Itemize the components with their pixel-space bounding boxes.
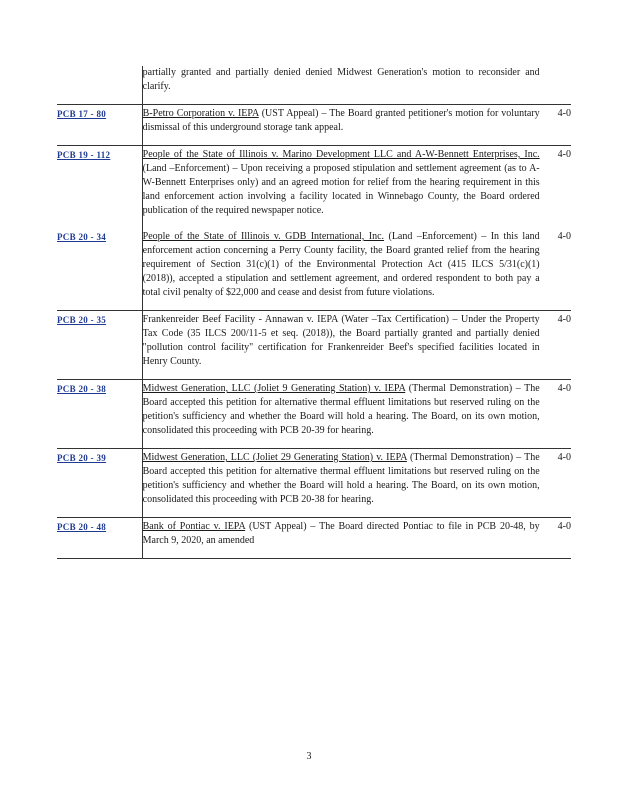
case-description [142,146,540,229]
case-number-cell [57,449,142,518]
case-row [57,146,571,229]
vote-count [540,66,571,105]
case-text: Frankenreider Beef Facility - Annawan v. IEPA (Water –Tax Certification) – Under the Property Tax Code (35 ILCS 200/11-5 et seq. (2018)), the Board partially granted and partially denied "pollution control facility" certification for Frankenreider Beef's specified facilities located in Henry County. [142,314,540,367]
case-number-link[interactable]: PCB 20 - 39 [57,453,107,463]
vote-count: 4-0 [557,149,571,160]
case-row [57,518,571,559]
case-row [57,228,571,311]
case-description [142,311,540,380]
case-description [142,518,540,559]
case-text: (UST Appeal) – The Board directed Pontiac to file in PCB 20-48, by March 9, 2020, an amended [142,521,540,546]
case-text: (Land –Enforcement) – Upon receiving a proposed stipulation and settlement agreement (as to A-W-Bennett Enterprises only) and an agreed motion for relief from the hearing requirement in this land enforcement action involving a facility located in Winnebago County, the Board ordered publication of the required newspaper notice. [142,163,540,216]
page-number: 3 [306,751,312,762]
case-title: People of the State of Illinois v. Marino Development LLC and A-W-Bennett Enterprises, Inc. [142,149,540,160]
case-description [142,66,540,105]
case-number-link[interactable]: PCB 19 - 112 [57,150,111,160]
case-title: People of the State of Illinois v. GDB International, Inc. [142,231,385,242]
vote-count: 4-0 [540,449,571,518]
case-description [142,380,540,449]
case-number-link[interactable]: PCB 20 - 34 [57,232,107,242]
case-table [57,66,571,559]
case-text: (Thermal Demonstration) – The Board accepted this petition for alternative thermal effluent limitations but reserved ruling on the petition's sufficiency and whether the Board will hold a hearing. The Board, on its own motion, consolidated this proceeding with PCB 20-39 for hearing. [142,383,540,436]
case-row [57,311,571,380]
case-title: Midwest Generation, LLC (Joliet 9 Generating Station) v. IEPA [142,383,406,394]
case-text: (Land –Enforcement) – In this land enforcement action concerning a Perry County facility, the Board granted relief from the hearing requirement of Section 31(c)(1) of the Environmental Protection Act (415 ILCS 5/31(c)(1) (2018)), accepted a stipulation and settlement agreement, and ordered respondent to both pay a total civil penalty of $22,000 and cease and desist from future violations. [142,231,540,298]
case-title: Bank of Pontiac v. IEPA [142,521,246,532]
case-number-link[interactable]: PCB 20 - 38 [57,384,107,394]
case-number-cell [57,311,142,380]
case-description [142,449,540,518]
vote-count: 4-0 [540,311,571,380]
case-number-link[interactable]: PCB 17 - 80 [57,109,107,119]
case-number-link[interactable]: PCB 20 - 35 [57,315,107,325]
case-row [57,380,571,449]
case-row [57,105,571,146]
case-row [57,449,571,518]
case-number-link[interactable]: PCB 20 - 48 [57,522,107,532]
case-number-cell [57,146,142,229]
case-text: (UST Appeal) – The Board granted petitioner's motion for voluntary dismissal of this underground storage tank appeal. [142,108,540,133]
case-title: B-Petro Corporation v. IEPA [142,108,259,119]
case-number-cell [57,380,142,449]
case-title: Midwest Generation, LLC (Joliet 29 Generating Station) v. IEPA [142,452,407,463]
case-description [142,228,540,311]
case-text: partially granted and partially denied denied Midwest Generation's motion to reconsider and clarify. [142,67,540,92]
case-description [142,105,540,146]
case-text: (Thermal Demonstration) – The Board accepted this petition for alternative thermal effluent limitations but reserved ruling on the petition's sufficiency and whether the Board will hold a hearing. The Board, on its own motion, consolidated this proceeding with PCB 20-38 for hearing. [142,452,540,505]
case-number-cell [57,518,142,559]
case-number-cell [57,66,142,105]
case-number-cell [57,228,142,311]
vote-count: 4-0 [540,380,571,449]
case-row-continued [57,66,571,105]
vote-count: 4-0 [540,228,571,311]
vote-count: 4-0 [540,105,571,146]
case-number-cell [57,105,142,146]
vote-count: 4-0 [540,518,571,559]
